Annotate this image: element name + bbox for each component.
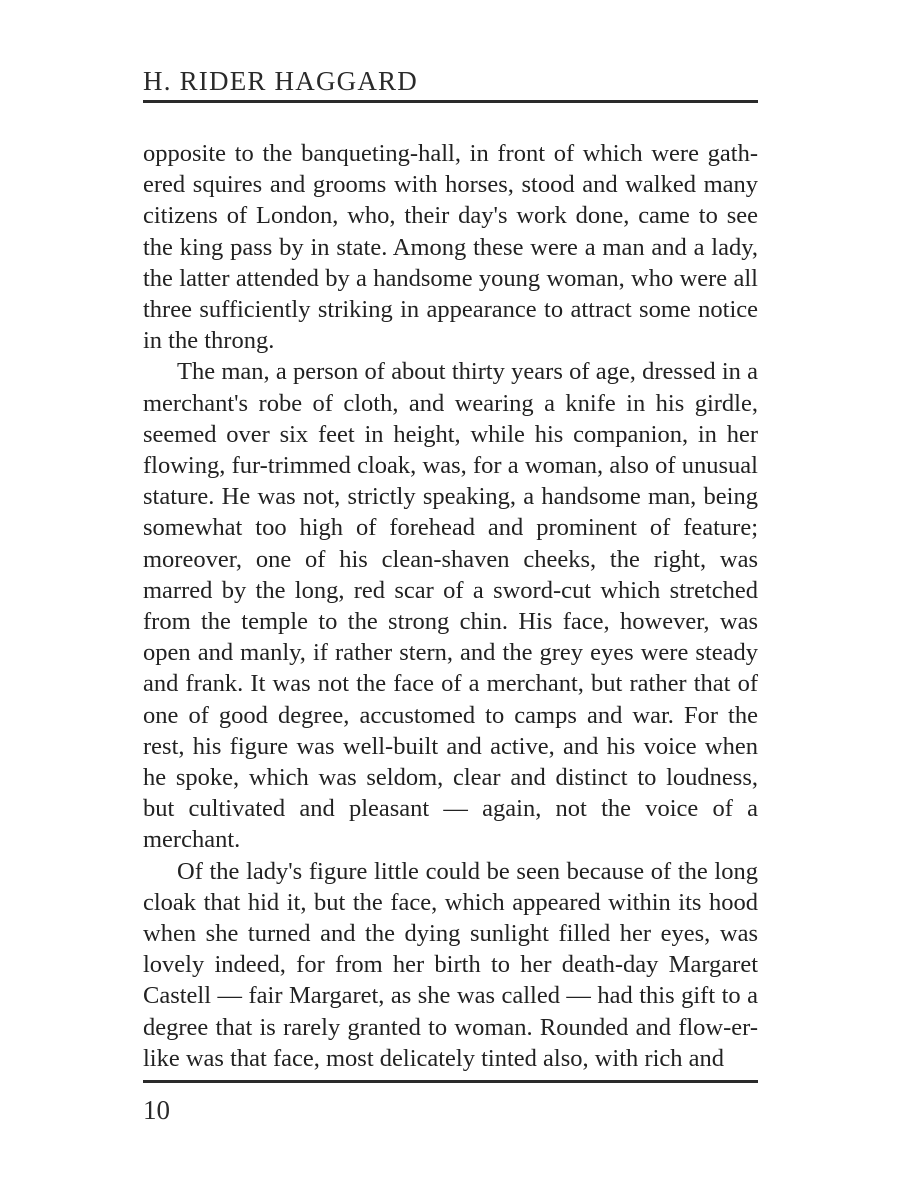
body-text	[143, 138, 758, 1074]
paragraph-1: opposite to the banqueting-hall, in front of which were gath-ered squires and grooms with horses, stood and walked many citizens of London, who, their day's work done, came to see the king pass by in state. Among these were a man and a lady, the latter attended by a handsome young woman, who were all three sufficiently striking in appearance to attract some notice in the throng.	[143, 140, 758, 355]
paragraph-2: The man, a person of about thirty years of age, dressed in a merchant's robe of cloth, and wearing a knife in his girdle, seemed over six feet in height, while his companion, in her flowing, fur-trimmed cloak, was, for a woman, also of unusual stature. He was not, strictly speaking, a handsome man, being somewhat too high of forehead and prominent of feature; moreover, one of his clean-shaven cheeks, the right, was marred by the long, red scar of a sword-cut which stretched from the temple to the strong chin. His face, however, was open and manly, if rather stern, and the grey eyes were steady and frank. It was not the face of a merchant, but rather that of one of good degree, accustomed to camps and war. For the rest, his figure was well-built and active, and his voice when he spoke, which was seldom, clear and distinct to loudness, but cultivated and pleasant — again, not the voice of a merchant.	[143, 358, 758, 854]
footer-rule	[143, 1080, 758, 1083]
page-number: 10	[143, 1095, 170, 1125]
header-rule	[143, 100, 758, 103]
paragraph-3: Of the lady's figure little could be seen because of the long cloak that hid it, but the face, which appeared within its hood when she turned and the dying sunlight filled her eyes, was lovely indeed, for from her birth to her death-day Margaret Castell — fair Margaret, as she was called — had this gift to a degree that is rarely granted to woman. Rounded and flow-er-like was that face, most delicately tinted also, with rich and	[143, 857, 758, 1072]
running-head: H. RIDER HAGGARD	[143, 66, 418, 96]
